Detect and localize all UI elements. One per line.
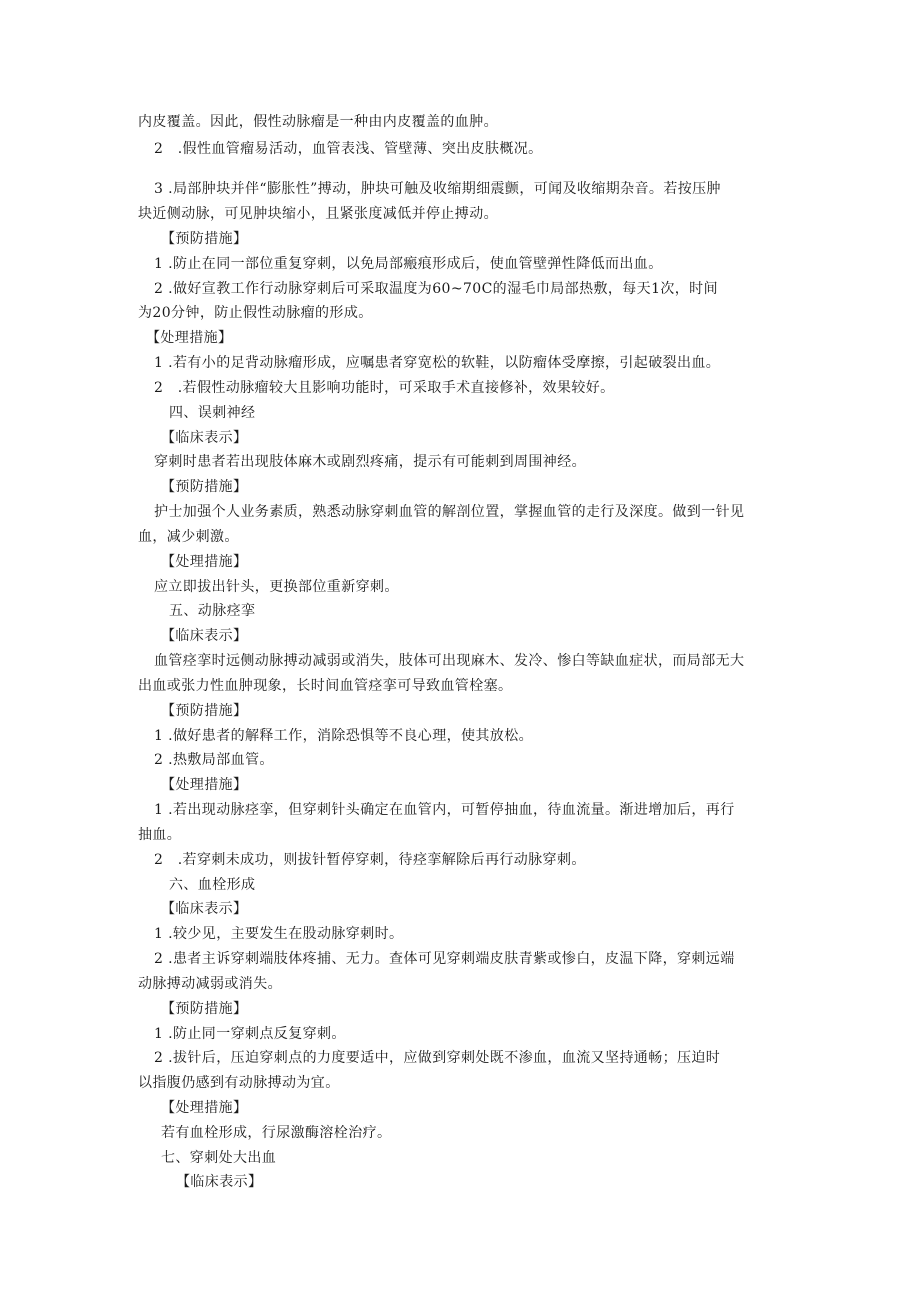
section-heading: 【处理措施】 [161, 777, 248, 793]
text-line: 抽血。 [138, 827, 182, 843]
list-item: 2 .做好宣教工作行动脉穿刺后可采取温度为60~70C的湿毛巾局部热敷，每天1次，时间 [154, 281, 718, 297]
list-item: 1 .较少见，主要发生在股动脉穿刺时。 [154, 926, 404, 942]
paragraph: 应立即拔出针头，更换部位重新穿刺。 [154, 579, 399, 595]
list-item: 1 .防止同一穿刺点反复穿刺。 [154, 1026, 346, 1042]
section-heading: 【预防措施】 [161, 479, 248, 495]
list-item: 1 .做好患者的解释工作，消除恐惧等不良心理，使其放松。 [154, 728, 534, 744]
section-heading: 【处理措施】 [161, 1100, 248, 1116]
paragraph: 若有血栓形成，行尿激酶溶栓治疗。 [161, 1125, 392, 1141]
text-line: 动脉搏动减弱或消失。 [138, 976, 282, 992]
list-item: 2 .拔针后，压迫穿刺点的力度要适中，应做到穿刺处既不渗血，血流又坚持通畅；压迫时 [154, 1050, 721, 1066]
section-heading: 【处理措施】 [161, 554, 248, 570]
list-item: 2 .假性血管瘤易活动，血管表浅、管壁薄、突出皮肤概况。 [154, 141, 543, 157]
list-item: 2 .热敷局部血管。 [154, 752, 274, 768]
text-line: 出血或张力性血肿现象，长时间血管痉挛可导致血管栓塞。 [138, 678, 513, 694]
text-line: 以指腹仍感到有动脉搏动为宜。 [138, 1075, 340, 1091]
paragraph: 穿刺时患者若出现肢体麻木或剧烈疼痛，提示有可能刺到周围神经。 [154, 454, 586, 470]
section-heading: 【处理措施】 [146, 330, 233, 346]
text-line: 为20分钟，防止假性动脉瘤的形成。 [138, 305, 373, 321]
chapter-heading: 七、穿刺处大出血 [161, 1150, 277, 1166]
text-line: 块近侧动脉，可见肿块缩小，且紧张度减低并停止搏动。 [138, 206, 498, 222]
list-item: 3 .局部肿块并伴“膨胀性”搏动，肿块可触及收缩期细震颤，可闻及收缩期杂音。若按压肿 [154, 181, 721, 197]
chapter-heading: 四、误刺神经 [169, 405, 256, 421]
paragraph: 血管痉挛时远侧动脉搏动减弱或消失，肢体可出现麻木、发冷、惨白等缺血症状，而局部无大 [154, 653, 745, 669]
paragraph: 护士加强个人业务素质，熟悉动脉穿刺血管的解剖位置，掌握血管的走行及深度。做到一针见 [154, 504, 745, 520]
list-item: 2 .若假性动脉瘤较大且影响功能时，可采取手术直接修补，效果较好。 [154, 380, 615, 396]
chapter-heading: 六、血栓形成 [169, 877, 256, 893]
section-heading: 【临床表示】 [161, 430, 248, 446]
text-line: 血，减少刺激。 [138, 529, 239, 545]
text-line: 内皮覆盖。因此，假性动脉瘤是一种由内皮覆盖的血肿。 [138, 114, 498, 130]
list-item: 2 .若穿刺未成功，则拔针暂停穿刺，待痉挛解除后再行动脉穿刺。 [154, 852, 586, 868]
section-heading: 【预防措施】 [161, 1001, 248, 1017]
list-item: 1 .若出现动脉痉挛，但穿刺针头确定在血管内，可暂停抽血，待血流量。渐进增加后，再行 [154, 802, 735, 818]
section-heading: 【临床表示】 [176, 1174, 263, 1190]
section-heading: 【临床表示】 [161, 901, 248, 917]
list-item: 1 .防止在同一部位重复穿刺，以免局部瘢痕形成后，使血管壁弹性降低而出血。 [154, 256, 663, 272]
chapter-heading: 五、动脉痉挛 [169, 603, 256, 619]
list-item: 2 .患者主诉穿刺端肢体疼捕、无力。查体可见穿刺端皮肤青紫或惨白，皮温下降，穿刺远端 [154, 951, 735, 967]
section-heading: 【预防措施】 [161, 231, 248, 247]
list-item: 1 .若有小的足背动脉瘤形成，应嘱患者穿宽松的软鞋，以防瘤体受摩擦，引起破裂出血。 [154, 355, 721, 371]
section-heading: 【临床表示】 [161, 628, 248, 644]
section-heading: 【预防措施】 [161, 703, 248, 719]
